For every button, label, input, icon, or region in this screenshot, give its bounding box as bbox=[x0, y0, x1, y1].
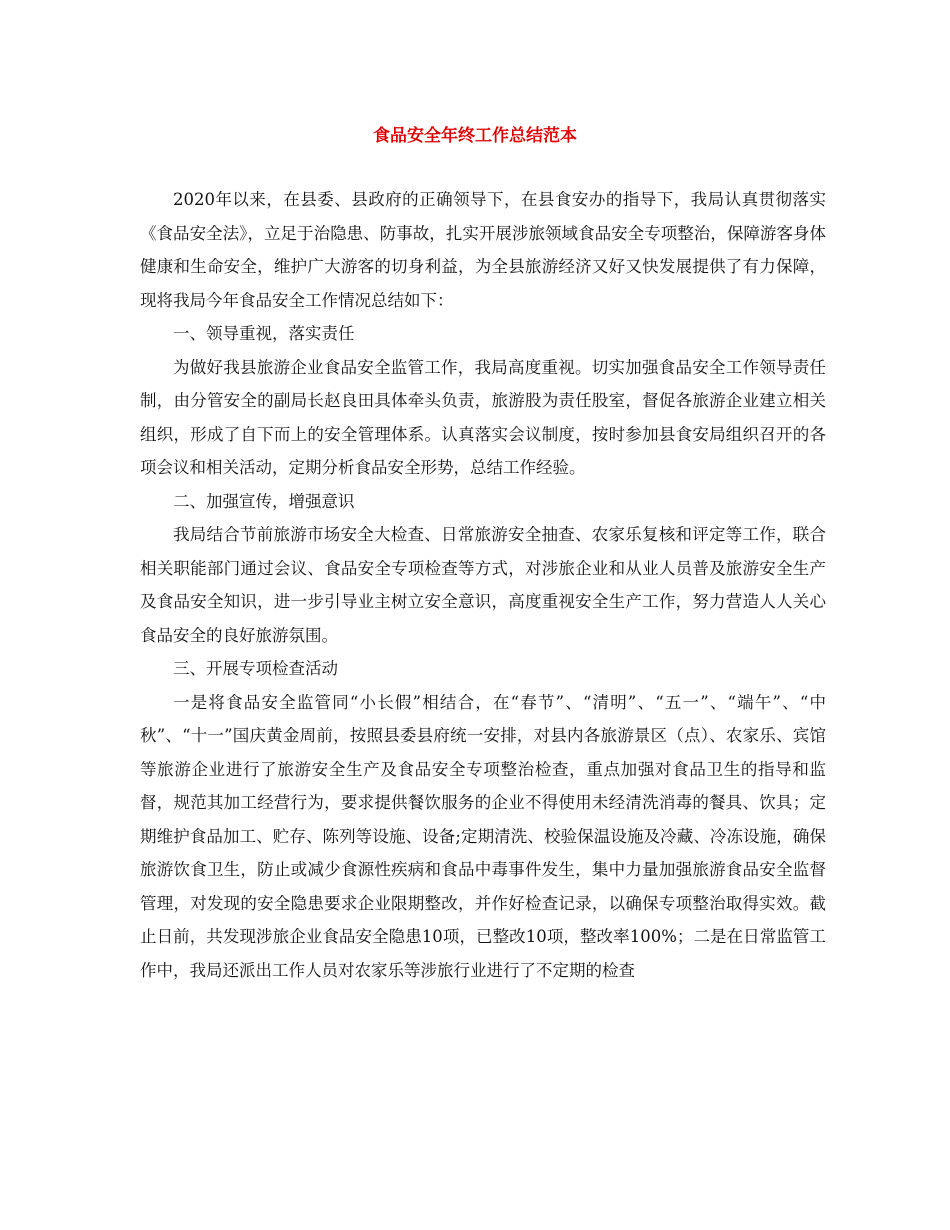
section-heading-2: 二、加强宣传，增强意识 bbox=[173, 491, 355, 511]
document-title: 食品安全年终工作总结范本 bbox=[373, 126, 577, 146]
section-heading-1: 一、领导重视，落实责任 bbox=[173, 324, 355, 343]
intro-paragraph: 2020年以来，在县委、县政府的正确领导下，在县食安办的指导下，我局认真贯彻落实《食品安全法》，立足于治隐患、防事故，扎实开展涉旅领域食品安全专项整治，保障游客身体健康和生命安全，维护广大游客的切身利益，为全县旅游经济又好又快发展提供了有力保障，现将我局今年食品安全工作情况总结如下： bbox=[140, 190, 826, 310]
document-body bbox=[140, 183, 826, 987]
section-2-paragraph: 我局结合节前旅游市场安全大检查、日常旅游安全抽查、农家乐复核和评定等工作，联合相关职能部门通过会议、食品安全专项检查等方式，对涉旅企业和从业人员普及旅游安全生产及食品安全知识，进一步引导业主树立安全意识，高度重视安全生产工作，努力营造人人关心食品安全的良好旅游氛围。 bbox=[140, 525, 826, 645]
section-1-paragraph: 为做好我县旅游企业食品安全监管工作，我局高度重视。切实加强食品安全工作领导责任制，由分管安全的副局长赵良田具体牵头负责，旅游股为责任股室，督促各旅游企业建立相关组织，形成了自下而上的安全管理体系。认真落实会议制度，按时参加县食安局组织召开的各项会议和相关活动，定期分析食品安全形势，总结工作经验。 bbox=[140, 357, 826, 477]
section-3-paragraph: 一是将食品安全监管同“小长假”相结合，在“春节”、“清明”、“五一”、“端午”、“中秋”、“十一”国庆黄金周前，按照县委县府统一安排，对县内各旅游景区（点）、农家乐、宾馆等旅游企业进行了旅游安全生产及食品安全专项整治检查，重点加强对食品卫生的指导和监督，规范其加工经营行为，要求提供餐饮服务的企业不得使用未经清洗消毒的餐具、饮具；定期维护食品加工、贮存、陈列等设施、设备;定期清洗、校验保温设施及冷藏、冷冻设施，确保旅游饮食卫生，防止或减少食源性疾病和食品中毒事件发生，集中力量加强旅游食品安全监督管理，对发现的安全隐患要求企业限期整改，并作好检查记录，以确保专项整治取得实效。截止日前，共发现涉旅企业食品安全隐患10项，已整改10项，整改率100%；二是在日常监管工作中，我局还派出工作人员对农家乐等涉旅行业进行了不定期的检查 bbox=[140, 692, 826, 980]
section-heading-3: 三、开展专项检查活动 bbox=[173, 659, 338, 678]
